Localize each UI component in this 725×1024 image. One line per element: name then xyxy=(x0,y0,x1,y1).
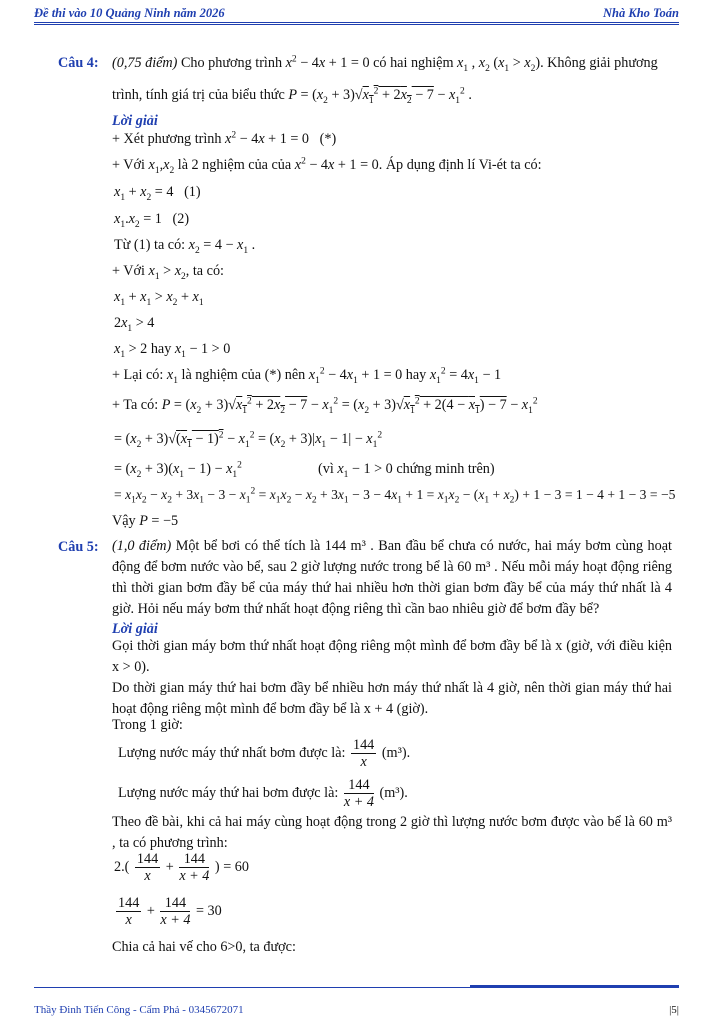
q4-step-4: $x_1.x_2 = 1$ (2) xyxy=(114,211,190,230)
q4-step-9: $x_1 > 2$ hay $x_1 - 1 > 0$ xyxy=(114,341,231,360)
q5-para-4: Theo đề bài, khi cả hai máy cùng hoạt động trong 2 giờ thì lượng nước bơm được vào bể là 60 m³ , ta có phương trình: xyxy=(112,814,672,851)
q4-points: (0,75 điểm) xyxy=(112,55,178,71)
q4-step-13-note: (vì $x_1 - 1 > 0$ chứng minh trên) xyxy=(318,461,495,480)
page-header xyxy=(34,4,679,24)
header-title: Đề thi vào 10 Quảng Ninh năm 2026 xyxy=(34,6,225,20)
q4-step-10: + Lại có: $x_1$ là nghiệm của (*) nên $x_1^2 - 4x_1 + 1 = 0$ hay $x_1^2 = 4x_1 - 1$ xyxy=(112,366,502,386)
q4-step-1: + Xét phương trình $x^2 - 4x + 1 = 0$ (*) xyxy=(112,130,337,147)
q5-para-1: Gọi thời gian máy bơm thứ nhất hoạt động riêng một mình để bơm đầy bể là x (giờ, với điều kiện x > 0). xyxy=(112,638,672,675)
q5-para-3: Trong 1 giờ: xyxy=(112,717,183,733)
q5-label: Câu 5: xyxy=(58,539,99,555)
header-brand: Nhà Kho Toán xyxy=(603,6,679,20)
q4-step-6: + Với $x_1 > x_2$, ta có: xyxy=(112,263,224,282)
q4-step-7: $x_1 + x_1 > x_2 + x_1$ xyxy=(114,289,204,308)
q5-points: (1,0 điểm) xyxy=(112,538,172,554)
q4-step-3: $x_1 + x_2 = 4$ (1) xyxy=(114,184,201,203)
q5-solution-heading: Lời giải xyxy=(112,621,158,637)
q5-equation-2: $\frac{144}{x}$ + $\frac{144}{x + 4}$ = 30 xyxy=(118,895,222,929)
q4-label: Câu 4: xyxy=(58,55,99,71)
q4-step-8: $2x_1 > 4$ xyxy=(114,315,155,334)
q5-question: (1,0 điểm) Một bể bơi có thể tích là 144 m³ . Ban đầu bể chưa có nước, hai máy bơm cùng hoạt động để bơm nước vào bể, sau 2 giờ lượng nước trong bể là 60 m³ . Nếu mỗi máy hoạt động riêng thì thời gian bơm đầy bể của máy thứ hai nhiều hơn thời gian bơm đầy bể của máy thứ nhất là 4 giờ. Hỏi nếu máy bơm thứ nhất hoạt động riêng thì cần bao nhiêu giờ để bơm đầy bể? xyxy=(112,538,672,617)
q4-step-11: + Ta có: $P = (x_2 + 3)√x_1^2 + 2x_2 - 7 - x_1^2 = (x_2 + 3)√x_1^2 + 2(4 - x_1) - 7 - x_1^2$ xyxy=(112,396,538,416)
q5-para-5: Chia cả hai vế cho 6>0, ta được: xyxy=(112,939,296,955)
q5-equation-1: 2.( $\frac{144}{x}$ + $\frac{144}{x + 4}$ ) = 60 xyxy=(114,851,249,885)
q4-step-13: = $(x_2 + 3)(x_1 - 1) - x_1^2$ xyxy=(114,460,242,480)
q4-step-2: + Với $x_1,x_2$ là 2 nghiệm của của $x^2 - 4x + 1 = 0$. Áp dụng định lí Vi-ét ta có: xyxy=(112,156,542,176)
header-rule-2 xyxy=(34,24,679,25)
header-rule xyxy=(34,22,679,23)
q4-step-5: Từ (1) ta có: $x_2 = 4 - x_1$ . xyxy=(114,237,256,256)
q4-conclusion: Vậy P = −5 xyxy=(112,513,179,529)
q4-step-14: = $x_1x_2 - x_2 + 3x_1 - 3 - x_1^2 = x_1x_2 - x_2 + 3x_1 - 3 - 4x_1 + 1 = x_1x_2 - (x_1 + x_2) + 1 - 3 = 1 - 4 + 1 - 3 = -5$ xyxy=(114,486,676,506)
footer-rule-accent xyxy=(470,985,679,988)
q5-para-2: Do thời gian máy thứ hai bơm đầy bể nhiều hơn máy thứ nhất là 4 giờ, nên thời gian máy thứ hai hoạt động riêng một mình để bơm đầy bể là x + 4 (giờ). xyxy=(112,680,672,717)
q4-step-12: = $(x_2 + 3)√(x_1 - 1)^2 - x_1^2 = (x_2 + 3)|x_1 - 1| - x_1^2$ xyxy=(114,430,383,450)
q4-line-2: trình, tính giá trị của biểu thức $P = (x_2 + 3)√x_1^2 + 2x_2 - 7 - x_1^2$ . xyxy=(112,86,472,106)
footer-author: Thầy Đinh Tiến Công - Cẩm Phả - 0345672071 xyxy=(34,1004,244,1016)
page-number: |5| xyxy=(669,1004,679,1016)
q4-solution-heading: Lời giải xyxy=(112,113,158,129)
q5-rate-2: Lượng nước máy thứ hai bơm được là: $\frac{144}{x + 4}$ (m³). xyxy=(118,777,408,811)
q4-line-1: (0,75 điểm) Cho phương trình $x^2 - 4x + 1 = 0$ có hai nghiệm $x_1$ , $x_2$ $(x_1 > x_2)$. Không giải phương xyxy=(112,54,658,74)
q5-rate-1: Lượng nước máy thứ nhất bơm được là: $\frac{144}{x}$ (m³). xyxy=(118,737,411,771)
